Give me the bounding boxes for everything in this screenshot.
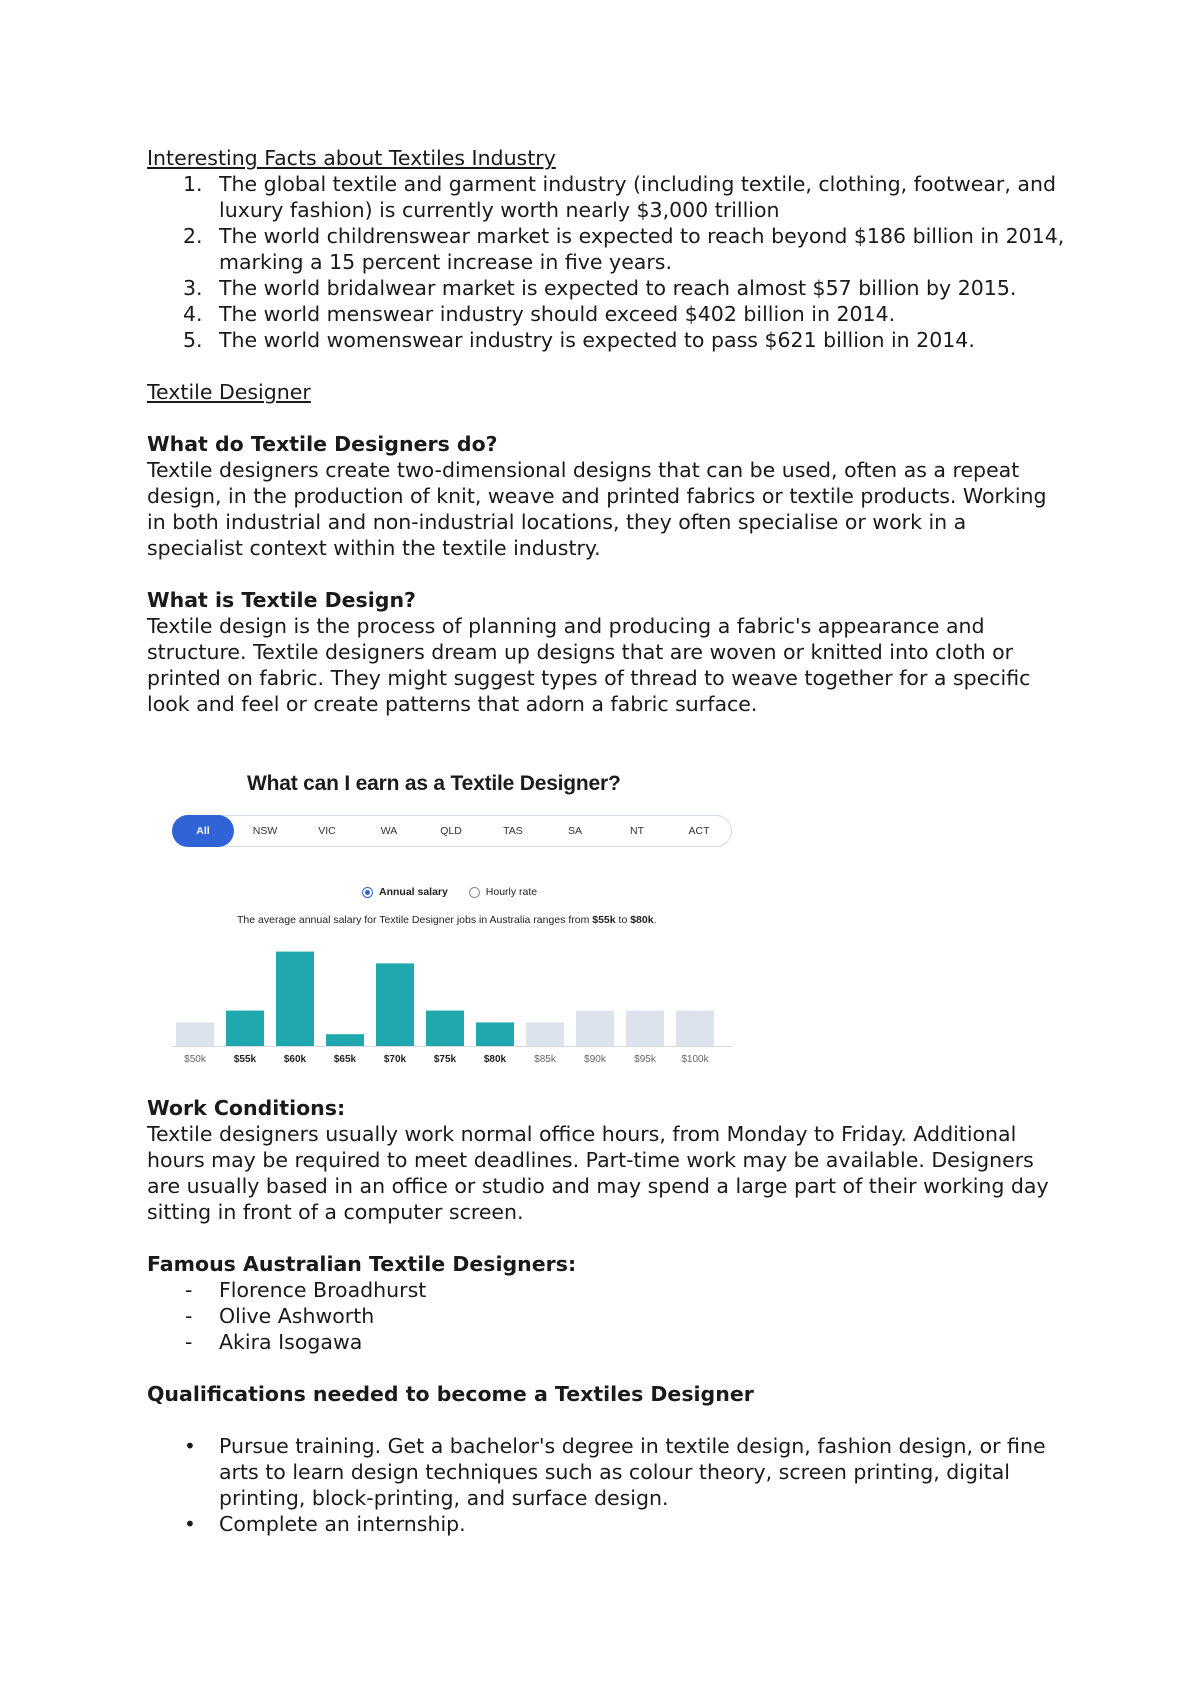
bullet-marker: • <box>184 1512 196 1536</box>
range-high: $80k <box>630 914 654 926</box>
radio-dot <box>469 887 480 898</box>
facts-heading: Interesting Facts about Textiles Industry <box>147 146 556 170</box>
list-number: 4. <box>183 302 203 326</box>
bar-50k <box>176 1022 214 1046</box>
dash-marker: - <box>185 1304 193 1328</box>
range-separator: to <box>615 914 631 926</box>
radio-hourly-rate[interactable] <box>469 879 537 905</box>
tab-all[interactable]: All <box>172 815 234 847</box>
qualifications-list <box>147 1433 1067 1537</box>
tick-label: $55k <box>233 1054 257 1065</box>
radio-annual-salary[interactable] <box>362 879 448 905</box>
designer-heading: Textile Designer <box>147 380 311 404</box>
list-item <box>147 1329 1067 1355</box>
radio-dot-selected <box>362 887 373 898</box>
q1-heading: What do Textile Designers do? <box>147 432 498 456</box>
list-number: 1. <box>183 172 203 196</box>
designer-name: Akira Isogawa <box>219 1330 363 1354</box>
salary-chart <box>172 767 772 1077</box>
tab-wa[interactable]: WA <box>380 825 398 837</box>
list-item <box>147 327 1067 353</box>
list-text: The world bridalwear market is expected to reach almost $57 billion by 2015. <box>219 276 1017 300</box>
bar-85k <box>526 1022 564 1046</box>
list-item <box>147 275 1067 301</box>
bar-65k <box>326 1034 364 1046</box>
list-item <box>147 1277 1067 1303</box>
qualifications-heading: Qualifications needed to become a Textiles Designer <box>147 1382 754 1406</box>
bar-80k <box>476 1022 514 1046</box>
list-item <box>147 1511 1067 1537</box>
bar-100k <box>676 1011 714 1046</box>
state-tabs <box>172 815 732 847</box>
list-text: The world womenswear industry is expected to pass $621 billion in 2014. <box>219 328 975 352</box>
list-item <box>147 223 1067 275</box>
bar-60k <box>276 952 314 1046</box>
tick-label: $60k <box>283 1054 307 1065</box>
radio-label: Hourly rate <box>485 886 538 898</box>
bar-55k <box>226 1011 264 1046</box>
tab-nsw[interactable]: NSW <box>252 825 278 837</box>
tick-label: $75k <box>433 1054 457 1065</box>
work-paragraph: Textile designers usually work normal office hours, from Monday to Friday. Additional hours may be required to meet deadlines. Part-time work may be available. Designers are usually based in an office or studio and may spend a large part of their working day sitting in front of a computer screen. <box>147 1122 1049 1224</box>
tick-label: $95k <box>634 1054 656 1065</box>
document-page <box>147 145 1067 1537</box>
famous-list <box>147 1277 1067 1355</box>
tick-label: $65k <box>333 1054 357 1065</box>
bar-90k <box>576 1011 614 1046</box>
qualification-text: Pursue training. Get a bachelor's degree in textile design, fashion design, or fine arts to learn design techniques such as colour theory, screen printing, digital printing, block-printing, and surface design. <box>219 1434 1046 1510</box>
salary-bars <box>172 922 742 1077</box>
list-number: 5. <box>183 328 203 352</box>
qualification-text: Complete an internship. <box>219 1512 466 1536</box>
list-item <box>147 1303 1067 1329</box>
dash-marker: - <box>185 1278 193 1302</box>
bar-75k <box>426 1011 464 1046</box>
tick-label: $90k <box>584 1054 606 1065</box>
designer-name: Olive Ashworth <box>219 1304 375 1328</box>
bullet-marker: • <box>184 1434 196 1458</box>
range-low: $55k <box>592 914 616 926</box>
tab-nt[interactable]: NT <box>630 825 644 837</box>
radio-label: Annual salary <box>379 886 448 898</box>
tab-act[interactable]: ACT <box>688 825 710 837</box>
list-text: The world childrenswear market is expected to reach beyond $186 billion in 2014, marking a 15 percent increase in five years. <box>219 224 1065 274</box>
range-suffix: . <box>653 914 657 926</box>
tick-label: $85k <box>534 1054 556 1065</box>
famous-heading: Famous Australian Textile Designers: <box>147 1252 577 1276</box>
list-text: The global textile and garment industry (including textile, clothing, footwear, and luxury fashion) is currently worth nearly $3,000 trillion <box>219 172 1056 222</box>
tick-label: $50k <box>184 1054 206 1065</box>
list-item <box>147 1433 1067 1511</box>
q2-paragraph: Textile design is the process of planning and producing a fabric's appearance and structure. Textile designers dream up designs that are woven or knitted into cloth or printed on fabric. They might suggest types of thread to weave together for a specific look and feel or create patterns that adorn a fabric surface. <box>147 614 1031 716</box>
tick-label: $80k <box>483 1054 507 1065</box>
tick-label: $70k <box>383 1054 407 1065</box>
work-heading: Work Conditions: <box>147 1096 346 1120</box>
list-number: 3. <box>183 276 203 300</box>
designer-name: Florence Broadhurst <box>219 1278 427 1302</box>
q1-paragraph: Textile designers create two-dimensional designs that can be used, often as a repeat design, in the production of knit, weave and printed fabrics or textile products. Working in both industrial and non-industrial locations, they often specialise or work in a specialist context within the textile industry. <box>147 458 1047 560</box>
tab-qld[interactable]: QLD <box>440 825 462 837</box>
tab-vic[interactable]: VIC <box>318 825 336 837</box>
salary-type-radios <box>362 879 555 908</box>
q2-heading: What is Textile Design? <box>147 588 416 612</box>
list-item <box>147 301 1067 327</box>
bar-95k <box>626 1011 664 1046</box>
description-text: The average annual salary for Textile Designer jobs in Australia ranges from <box>237 914 593 926</box>
facts-list <box>147 171 1067 353</box>
chart-title: What can I earn as a Textile Designer? <box>247 772 621 795</box>
list-text: The world menswear industry should exceed $402 billion in 2014. <box>219 302 896 326</box>
tab-sa[interactable]: SA <box>567 825 582 837</box>
bar-70k <box>376 963 414 1046</box>
list-item <box>147 171 1067 223</box>
dash-marker: - <box>185 1330 193 1354</box>
tick-label: $100k <box>681 1054 709 1065</box>
list-number: 2. <box>183 224 203 248</box>
tab-tas[interactable]: TAS <box>503 825 523 837</box>
